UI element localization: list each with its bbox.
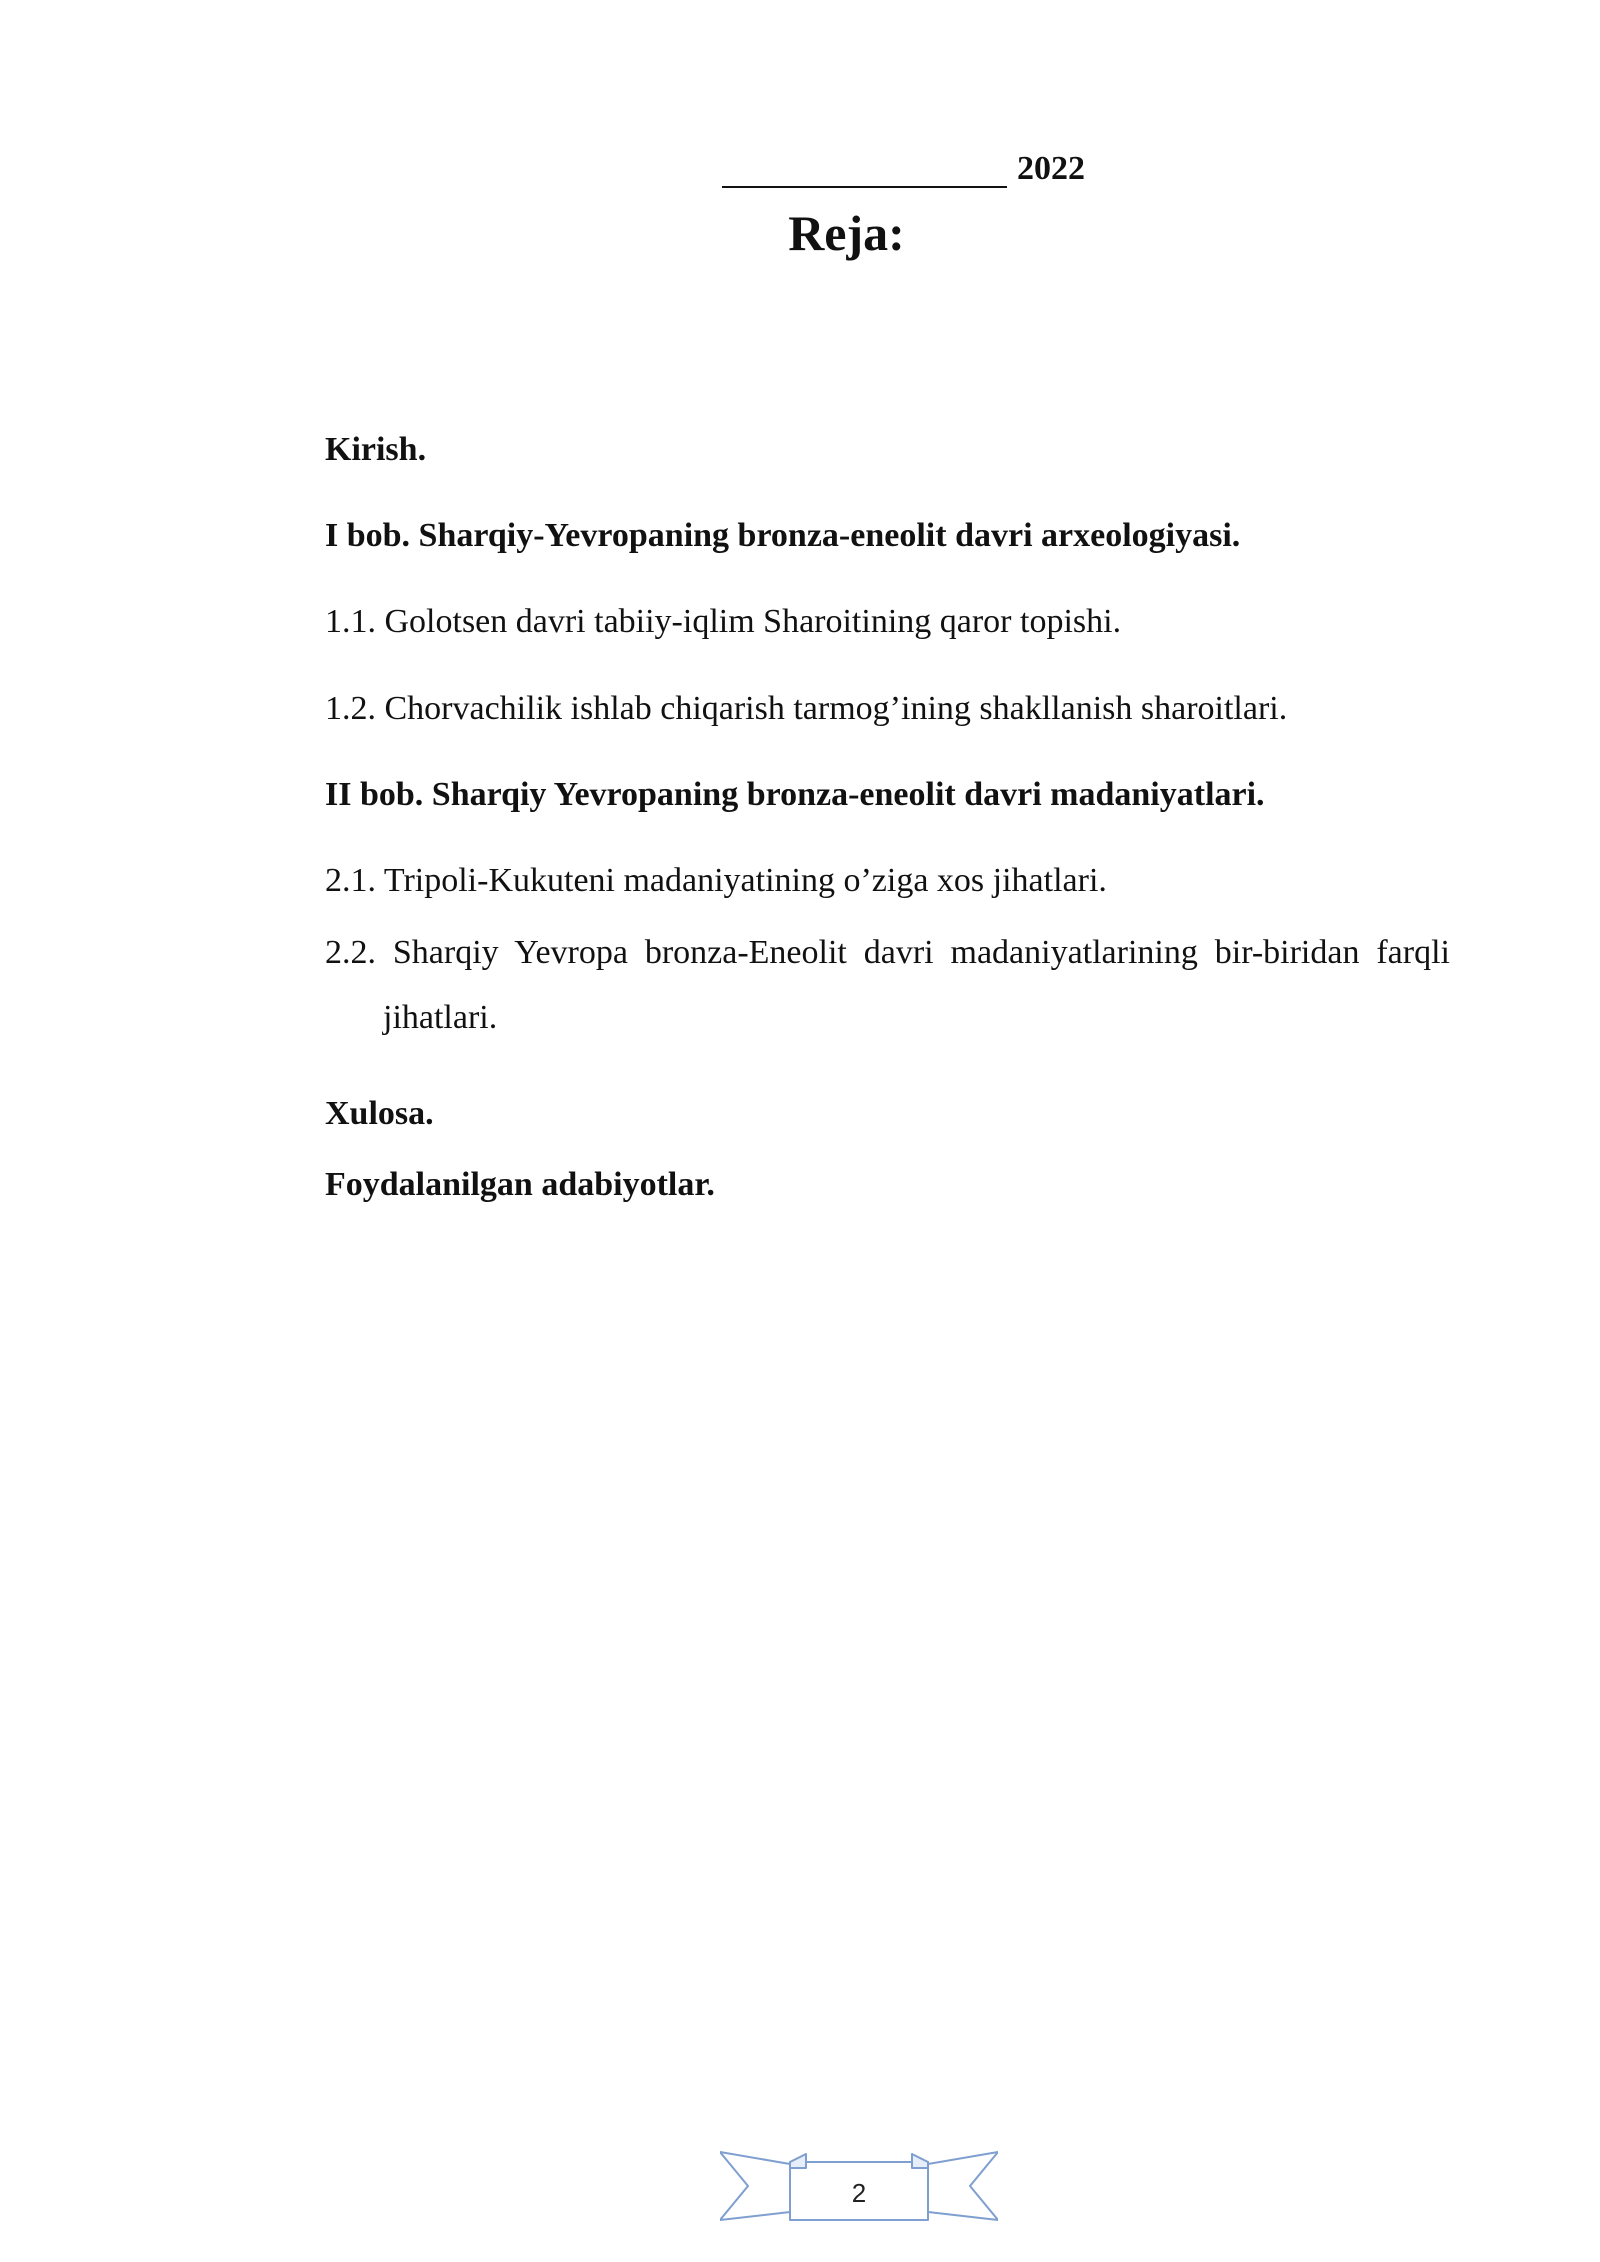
date-line [722, 150, 1085, 188]
toc-entry-conclusion: Xulosa. [325, 1095, 434, 1133]
date-blank-underline [722, 152, 1007, 188]
toc-entry-section-2-2: 2.2. Sharqiy Yevropa bronza-Eneolit davri madaniyatlarining bir-biridan farqli jihatlari. [325, 934, 1450, 1036]
toc-entry-chapter-2: II bob. Sharqiy Yevropaning bronza-eneolit davri madaniyatlari. [325, 775, 1265, 813]
page-title: Reja: [788, 205, 905, 261]
toc-entry-section-2-1: 2.1. Tripoli-Kukuteni madaniyatining o’ziga xos jihatlari. [325, 861, 1107, 899]
date-year: 2022 [1017, 150, 1085, 187]
toc-entry-introduction: Kirish. [325, 431, 427, 468]
page-number: 2 [851, 2178, 867, 2208]
page-number-footer [720, 2148, 998, 2226]
toc-entry-chapter-1: I bob. Sharqiy-Yevropaning bronza-eneolit davri arxeologiyasi. [325, 517, 1241, 555]
table-of-contents [325, 428, 1450, 1207]
toc-entry-section-1-1: 1.1. Golotsen davri tabiiy-iqlim Sharoitining qaror topishi. [325, 603, 1122, 641]
toc-entry-section-1-2: 1.2. Chorvachilik ishlab chiqarish tarmog’ining shakllanish sharoitlari. [325, 689, 1288, 727]
toc-entry-references: Foydalanilgan adabiyotlar. [325, 1165, 715, 1203]
